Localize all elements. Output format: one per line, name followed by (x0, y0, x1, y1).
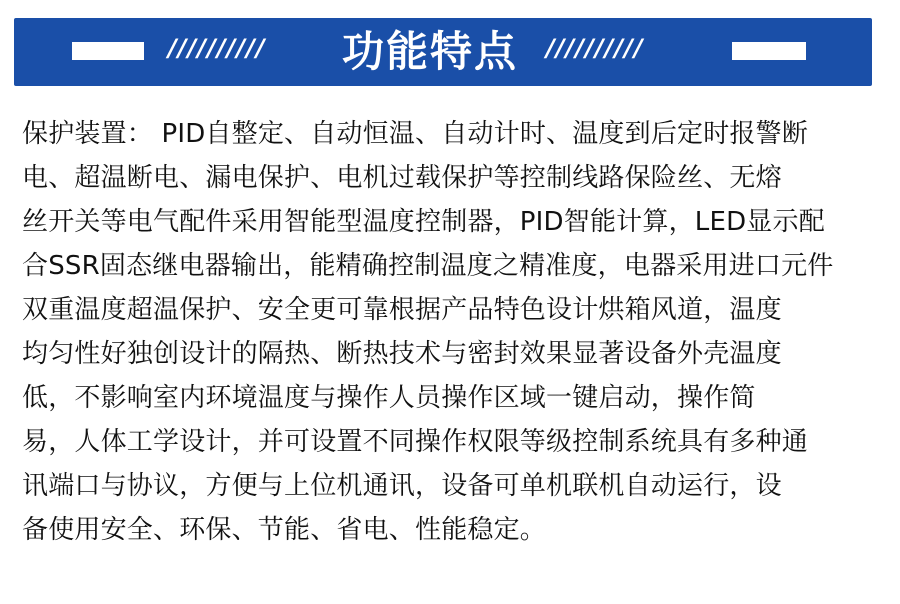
feature-text-line: 备使用安全、环保、节能、省电、性能稳定。 (22, 515, 547, 545)
feature-text-line: 讯端口与协议，方便与上位机通讯，设备可单机联机自动运行，设 (22, 471, 782, 501)
feature-text-line: 均匀性好独创设计的隔热、断热技术与密封效果显著设备外壳温度 (22, 339, 782, 369)
section-title: 功能特点 (341, 27, 518, 76)
feature-text-line: 丝开关等电气配件采用智能型温度控制器，PID智能计算，LED显示配 (22, 207, 825, 237)
header-left-slash-decoration: ////////// (168, 34, 266, 62)
feature-text-line: 低，不影响室内环境温度与操作人员操作区域一键启动，操作简 (22, 383, 756, 413)
feature-text-line: 双重温度超温保护、安全更可靠根据产品特色设计烘箱风道，温度 (22, 295, 782, 325)
feature-text-line: 电、超温断电、漏电保护、电机过载保护等控制线路保险丝、无熔 (22, 163, 782, 193)
header-right-bar-decoration (732, 42, 806, 60)
feature-description (22, 112, 888, 552)
feature-text-line: 合SSR固态继电器输出，能精确控制温度之精准度，电器采用进口元件 (22, 251, 834, 281)
header-left-bar-decoration (72, 42, 144, 60)
header-right-slash-decoration: ////////// (546, 34, 644, 62)
feature-text-line: 保护装置： PID自整定、自动恒温、自动计时、温度到后定时报警断 (22, 119, 809, 149)
feature-text-line: 易，人体工学设计，并可设置不同操作权限等级控制系统具有多种通 (22, 427, 809, 457)
